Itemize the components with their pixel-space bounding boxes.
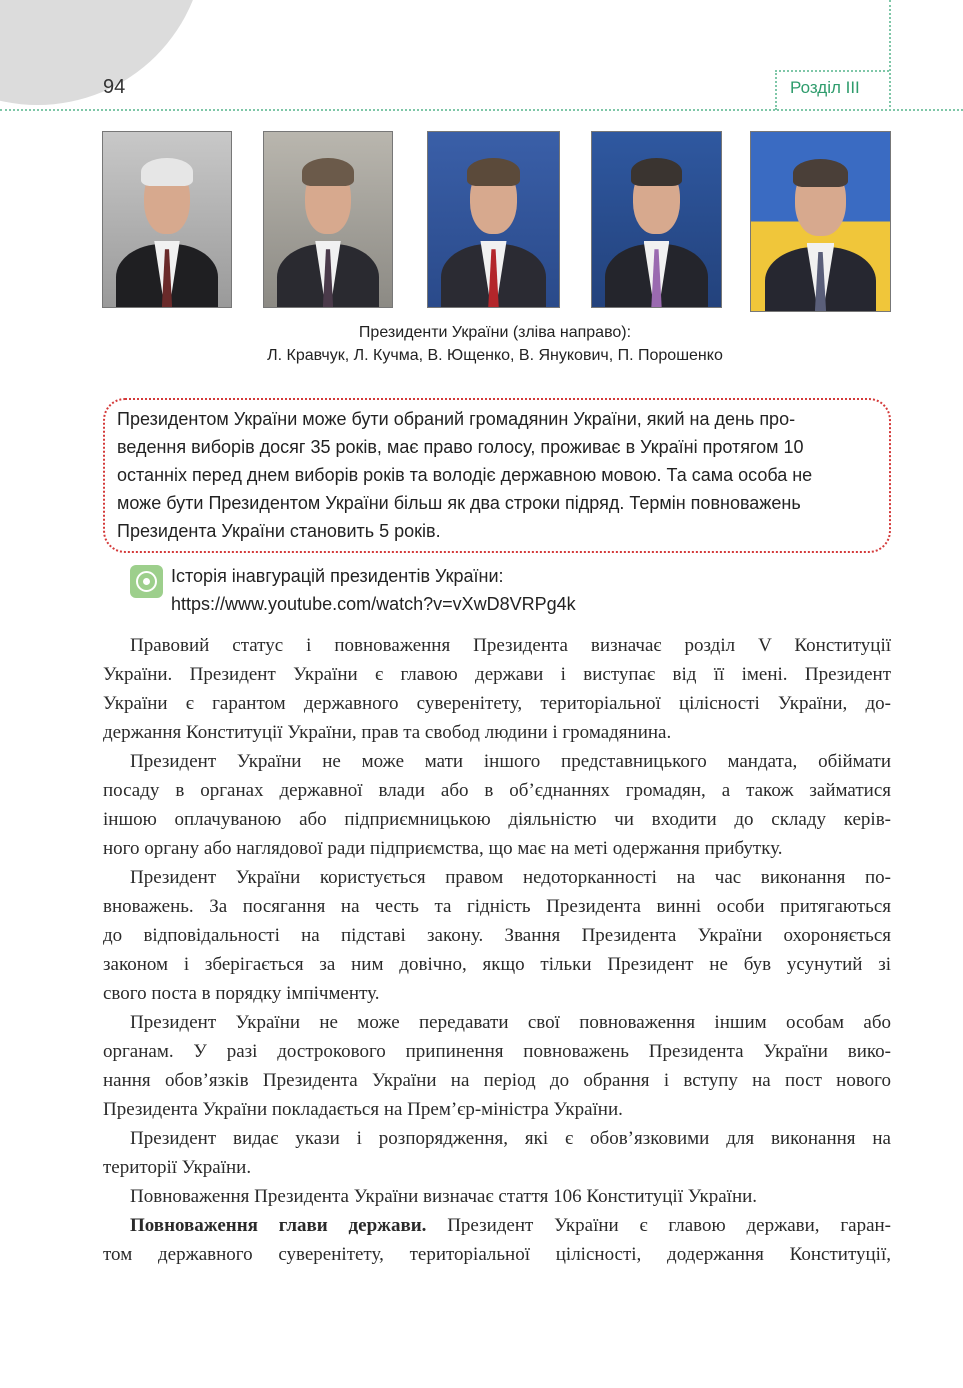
body-line: Повноваження Президента України визначає стаття 106 Конституції України. xyxy=(130,1186,758,1207)
body-line: посаду в органах державної влади або в об’єднаннях громадян, а також займатися xyxy=(103,780,891,801)
body-line: свого поста в порядку імпічменту. xyxy=(103,983,380,1004)
bold-paragraph-rest: Президент України є главою держави, гаран- xyxy=(426,1215,891,1236)
body-line: законом і зберігається за ним довічно, якщо тільки Президент не був усунутий зі xyxy=(103,954,891,975)
portrait-yanukovych xyxy=(591,131,722,308)
body-line: органам. У разі дострокового припинення повноважень Президента України вико- xyxy=(103,1041,891,1062)
body-line: Президент України користується правом недоторканності на час виконання по- xyxy=(130,867,891,888)
portrait-poroshenko xyxy=(750,131,891,312)
body-line: вноважень. За посягання на честь та гідність Президента винні особи притягаються xyxy=(103,896,891,917)
bold-heading: Повноваження глави держави. xyxy=(130,1215,427,1236)
info-line: останніх перед днем виборів років та володіє державною мовою. Та сама особа не xyxy=(117,465,813,485)
info-line: Президентом України може бути обраний громадянин України, який на день про- xyxy=(117,409,796,429)
body-line: том державного суверенітету, територіальної цілісності, додержання Конституції, xyxy=(103,1244,891,1265)
body-line: території України. xyxy=(103,1157,252,1178)
body-line-bold-start xyxy=(130,1211,891,1240)
body-line: до відповідальності на підставі закону. Звання Президента України охороняється xyxy=(103,925,891,946)
portrait-kuchma xyxy=(263,131,393,308)
body-line: іншою оплачуваною або підприємницькою діяльністю чи входити до складу керів- xyxy=(103,809,891,830)
media-link-url[interactable]: https://www.youtube.com/watch?v=vXwD8VRPg4k xyxy=(171,594,576,614)
body-line: Президента України покладається на Прем’єр-міністра України. xyxy=(103,1099,623,1120)
page-number: 94 xyxy=(103,76,126,98)
header-rule xyxy=(0,109,963,111)
section-label: Розділ III xyxy=(790,78,860,97)
portrait-kravchuk xyxy=(102,131,232,308)
body-line: нання обов’язків Президента України на період до обрання і вступу на пост нового xyxy=(103,1070,891,1091)
info-line: може бути Президентом України більш як два строки підряд. Термін повноважень xyxy=(117,493,801,513)
body-line: України є гарантом державного суверенітету, територіальної цілісності України, до- xyxy=(103,693,891,714)
body-line: Президент України не може мати іншого представницького мандата, обіймати xyxy=(130,751,891,772)
body-line: Президент України не може передавати свої повноваження іншим особам або xyxy=(130,1012,891,1033)
info-line: ведення виборів досяг 35 років, має право голосу, проживає в Україні протягом 10 xyxy=(117,437,804,457)
body-line: держання Конституції України, прав та свобод людини і громадянина. xyxy=(103,722,672,743)
body-line: Президент видає укази і розпорядження, які є обов’язковими для виконання на xyxy=(130,1128,891,1149)
info-line: Президента України становить 5 років. xyxy=(117,521,441,541)
caption-line-2: Л. Кравчук, Л. Кучма, В. Ющенко, В. Янукович, П. Порошенко xyxy=(267,347,723,364)
header-divider xyxy=(889,0,891,111)
caption-line-1: Президенти України (зліва направо): xyxy=(358,324,632,341)
body-line: України. Президент України є главою держави і виступає від її імені. Президент xyxy=(103,664,891,685)
media-link-title: Історія інавгурацій президентів України: xyxy=(171,566,504,586)
body-line: Правовий статус і повноваження Президента визначає розділ V Конституції xyxy=(130,635,891,656)
cd-icon xyxy=(130,565,163,598)
portrait-yushchenko xyxy=(427,131,560,308)
body-line: ного органу або наглядової ради підприємства, що має на меті одержання прибутку. xyxy=(103,838,783,859)
